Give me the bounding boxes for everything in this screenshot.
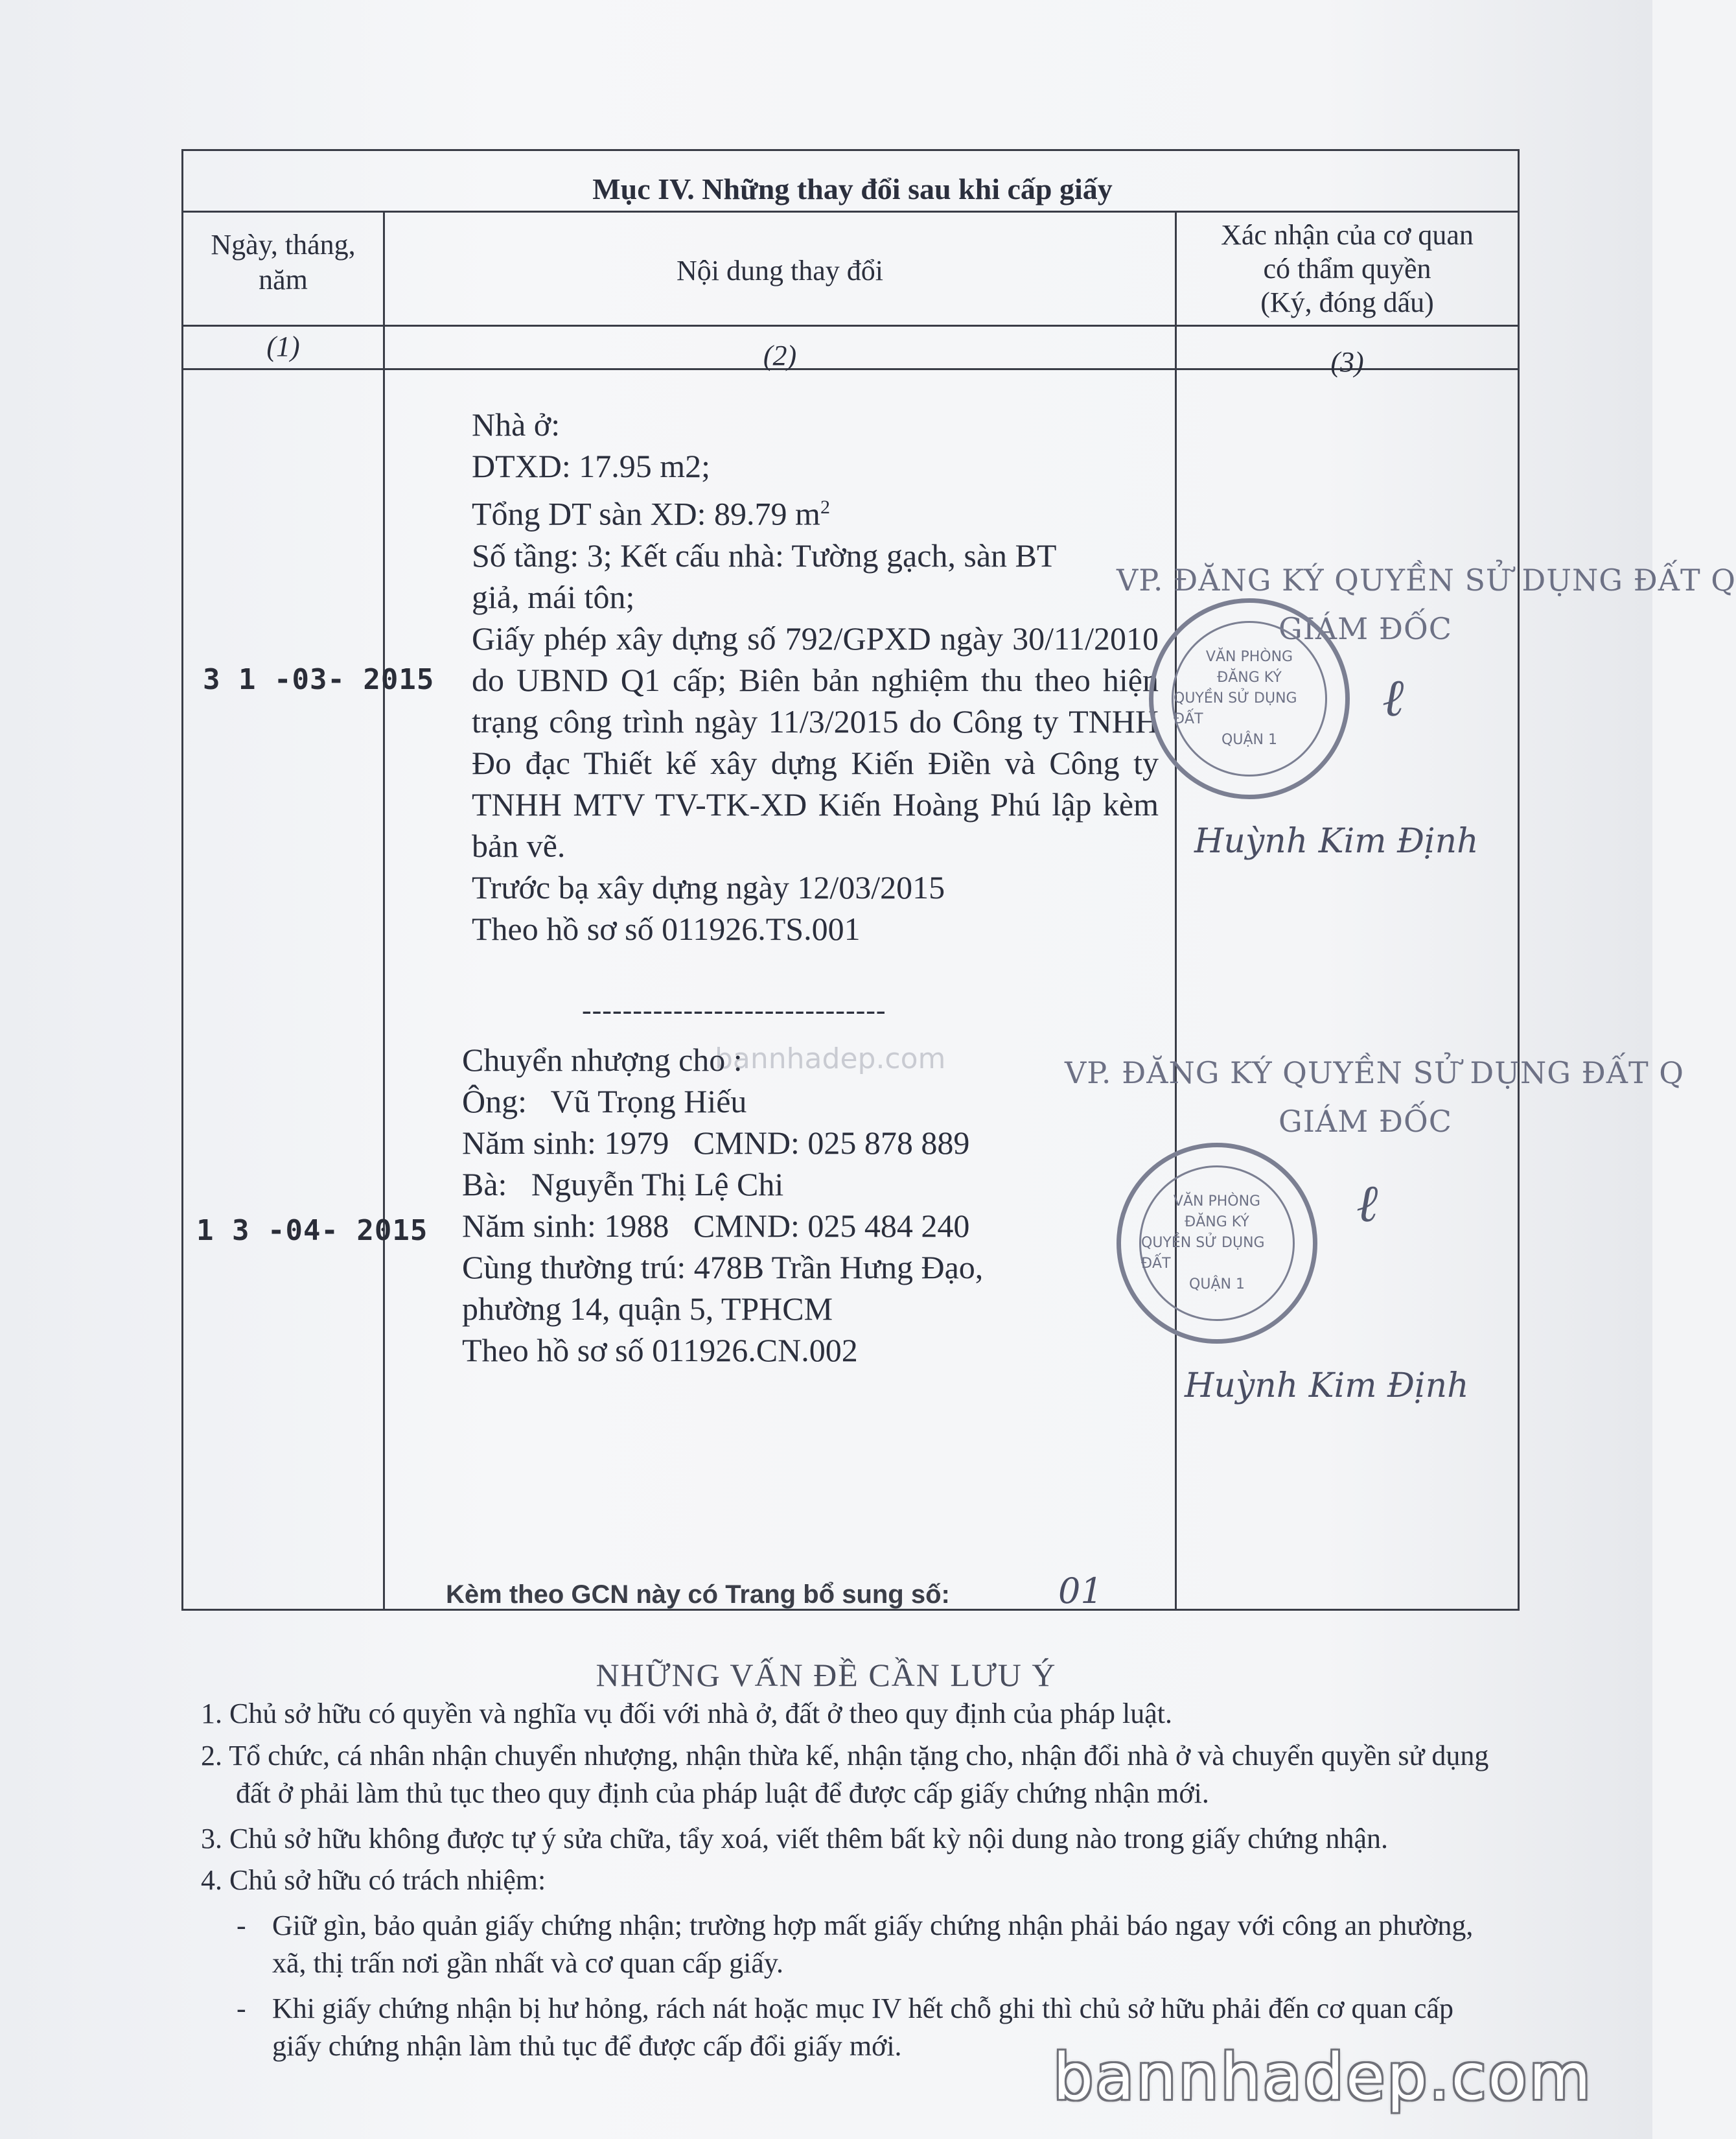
site-watermark: bannhadep.com xyxy=(1053,2040,1593,2114)
entry-2-line: Cùng thường trú: 478B Trần Hưng Đạo, xyxy=(462,1249,984,1285)
note-3: 3. Chủ sở hữu không được tự ý sửa chữa, tẩy xoá, viết thêm bất kỳ nội dung nào trong giấy chứng nhận. xyxy=(201,1823,1388,1854)
entry-2-official-seal xyxy=(1117,1143,1317,1344)
entry-2-line: Chuyển nhượng cho : xyxy=(462,1042,743,1078)
confirm-column-header xyxy=(1177,218,1518,320)
confirm-header-line-1: Xác nhận của cơ quan xyxy=(1221,219,1474,251)
date-header-line-1: Ngày, tháng, xyxy=(211,229,356,261)
column-number-3: (3) xyxy=(1330,346,1364,378)
sub-note-bullet: - xyxy=(237,1993,246,2024)
section-title: Mục IV. Những thay đổi sau khi cấp giấy xyxy=(592,172,1113,205)
entry-1-area-text: Tổng DT sàn XD: 89.79 m xyxy=(472,495,820,532)
entry-1-content xyxy=(472,404,1159,950)
entry-1-line: Nhà ở: xyxy=(472,406,561,443)
supplement-note: Kèm theo GCN này có Trang bổ sung số: xyxy=(446,1580,950,1609)
column-number-1: (1) xyxy=(266,331,300,362)
entry-2-seal-text xyxy=(1139,1165,1295,1321)
entry-2-line: Ông: Vũ Trọng Hiếu xyxy=(462,1083,747,1119)
seal-line: QUYỀN SỬ DỤNG ĐẤT xyxy=(1174,690,1297,727)
entry-1-seal-text xyxy=(1172,621,1327,777)
seal-line: ĐĂNG KÝ xyxy=(1185,1214,1249,1230)
sub-note-2: Khi giấy chứng nhận bị hư hỏng, rách nát hoặc mục IV hết chỗ ghi thì chủ sở hữu phải đến cơ quan cấp giấy chứng nhận làm thủ tục để được cấp đổi giấy mới. xyxy=(272,1993,1454,2062)
entry-1-line: giả, mái tôn; xyxy=(472,578,635,615)
entry-1-line: DTXD: 17.95 m2; xyxy=(472,448,711,484)
entry-1-line-area xyxy=(472,487,1159,535)
note-1: 1. Chủ sở hữu có quyền và nghĩa vụ đối với nhà ở, đất ở theo quy định của pháp luật. xyxy=(201,1698,1173,1729)
entry-1-stamp-title: GIÁM ĐỐC xyxy=(1279,611,1452,646)
entry-2-date: 1 3 -04- 2015 xyxy=(196,1214,428,1247)
entry-2-line: Năm sinh: 1979 CMND: 025 878 889 xyxy=(462,1125,970,1161)
notes-title: NHỮNG VẤN ĐỀ CẦN LƯU Ý xyxy=(596,1657,1057,1693)
entry-2-signer-name: Huỳnh Kim Định xyxy=(1185,1366,1469,1405)
entry-1-line: Theo hồ sơ số 011926.TS.001 xyxy=(472,910,861,947)
entry-1-date: 3 1 -03- 2015 xyxy=(203,663,435,696)
column-divider-1 xyxy=(383,211,385,1611)
seal-line: VĂN PHÒNG xyxy=(1173,1193,1261,1210)
changes-table xyxy=(181,149,1736,1611)
entry-1-signer-name: Huỳnh Kim Định xyxy=(1194,822,1479,861)
entry-2-line: Năm sinh: 1988 CMND: 025 484 240 xyxy=(462,1208,970,1244)
seal-line: VĂN PHÒNG xyxy=(1205,649,1293,665)
content-column-header: Nội dung thay đổi xyxy=(677,255,883,286)
entry-1-signature-mark: ℓ xyxy=(1382,670,1404,727)
entry-2-line: Bà: Nguyễn Thị Lệ Chi xyxy=(462,1166,784,1202)
column-number-2: (2) xyxy=(763,340,797,371)
sub-note-1: Giữ gìn, bảo quản giấy chứng nhận; trường hợp mất giấy chứng nhận phải báo ngay với công an phường, xã, thị trấn nơi gần nhất và cơ quan cấp giấy. xyxy=(272,1910,1474,1979)
date-column-header xyxy=(183,228,383,298)
faint-watermark: bannhadep.com xyxy=(715,1042,946,1075)
note-4: 4. Chủ sở hữu có trách nhiệm: xyxy=(201,1864,546,1896)
supplement-page-number: 01 xyxy=(1058,1571,1103,1611)
seal-line: ĐĂNG KÝ xyxy=(1217,670,1282,686)
entry-2-line: phường 14, quận 5, TPHCM xyxy=(462,1291,833,1327)
column-divider-2 xyxy=(1175,211,1177,1611)
seal-line: QUẬN 1 xyxy=(1189,1276,1245,1292)
entry-2-stamp-title: GIÁM ĐỐC xyxy=(1279,1104,1452,1139)
entry-2-stamp-heading: VP. ĐĂNG KÝ QUYỀN SỬ DỤNG ĐẤT Q xyxy=(1065,1055,1685,1090)
entry-1-permit-paragraph: Giấy phép xây dựng số 792/GPXD ngày 30/11/2010 do UBND Q1 cấp; Biên bản nghiệm thu theo hiện trạng công trình ngày 11/3/2015 do Công ty TNHH Đo đạc Thiết kế xây dựng Kiến Điền và Công ty TNHH MTV TV-TK-XD Kiến Hoàng Phú lập kèm bản vẽ. xyxy=(472,620,1159,864)
entry-1-stamp-heading: VP. ĐĂNG KÝ QUYỀN SỬ DỤNG ĐẤT Q xyxy=(1117,563,1736,598)
sub-note-bullet: - xyxy=(237,1910,246,1941)
entry-2-signature-mark: ℓ xyxy=(1356,1176,1378,1233)
entry-1-official-seal xyxy=(1149,598,1350,799)
entry-2-content xyxy=(462,1039,1165,1371)
note-2: 2. Tổ chức, cá nhân nhận chuyển nhượng, nhận thừa kế, nhận tặng cho, nhận đổi nhà ở và chuyển quyền sử dụng đất ở phải làm thủ tục theo quy định của pháp luật để được cấp giấy chứng nhận mới. xyxy=(201,1740,1489,1809)
entry-separator: ------------------------------ xyxy=(582,994,886,1026)
entry-2-line: Theo hồ sơ số 011926.CN.002 xyxy=(462,1332,858,1368)
confirm-header-line-2: có thẩm quyền xyxy=(1263,253,1431,285)
entry-1-line: Số tầng: 3; Kết cấu nhà: Tường gạch, sàn BT xyxy=(472,537,1057,574)
seal-line: QUẬN 1 xyxy=(1221,732,1277,748)
seal-line: QUYỀN SỬ DỤNG ĐẤT xyxy=(1141,1235,1265,1272)
date-header-line-2: năm xyxy=(259,264,308,296)
entry-1-line: Trước bạ xây dựng ngày 12/03/2015 xyxy=(472,869,945,906)
entry-1-superscript: 2 xyxy=(820,497,830,518)
confirm-header-line-3: (Ký, đóng dấu) xyxy=(1260,286,1434,318)
